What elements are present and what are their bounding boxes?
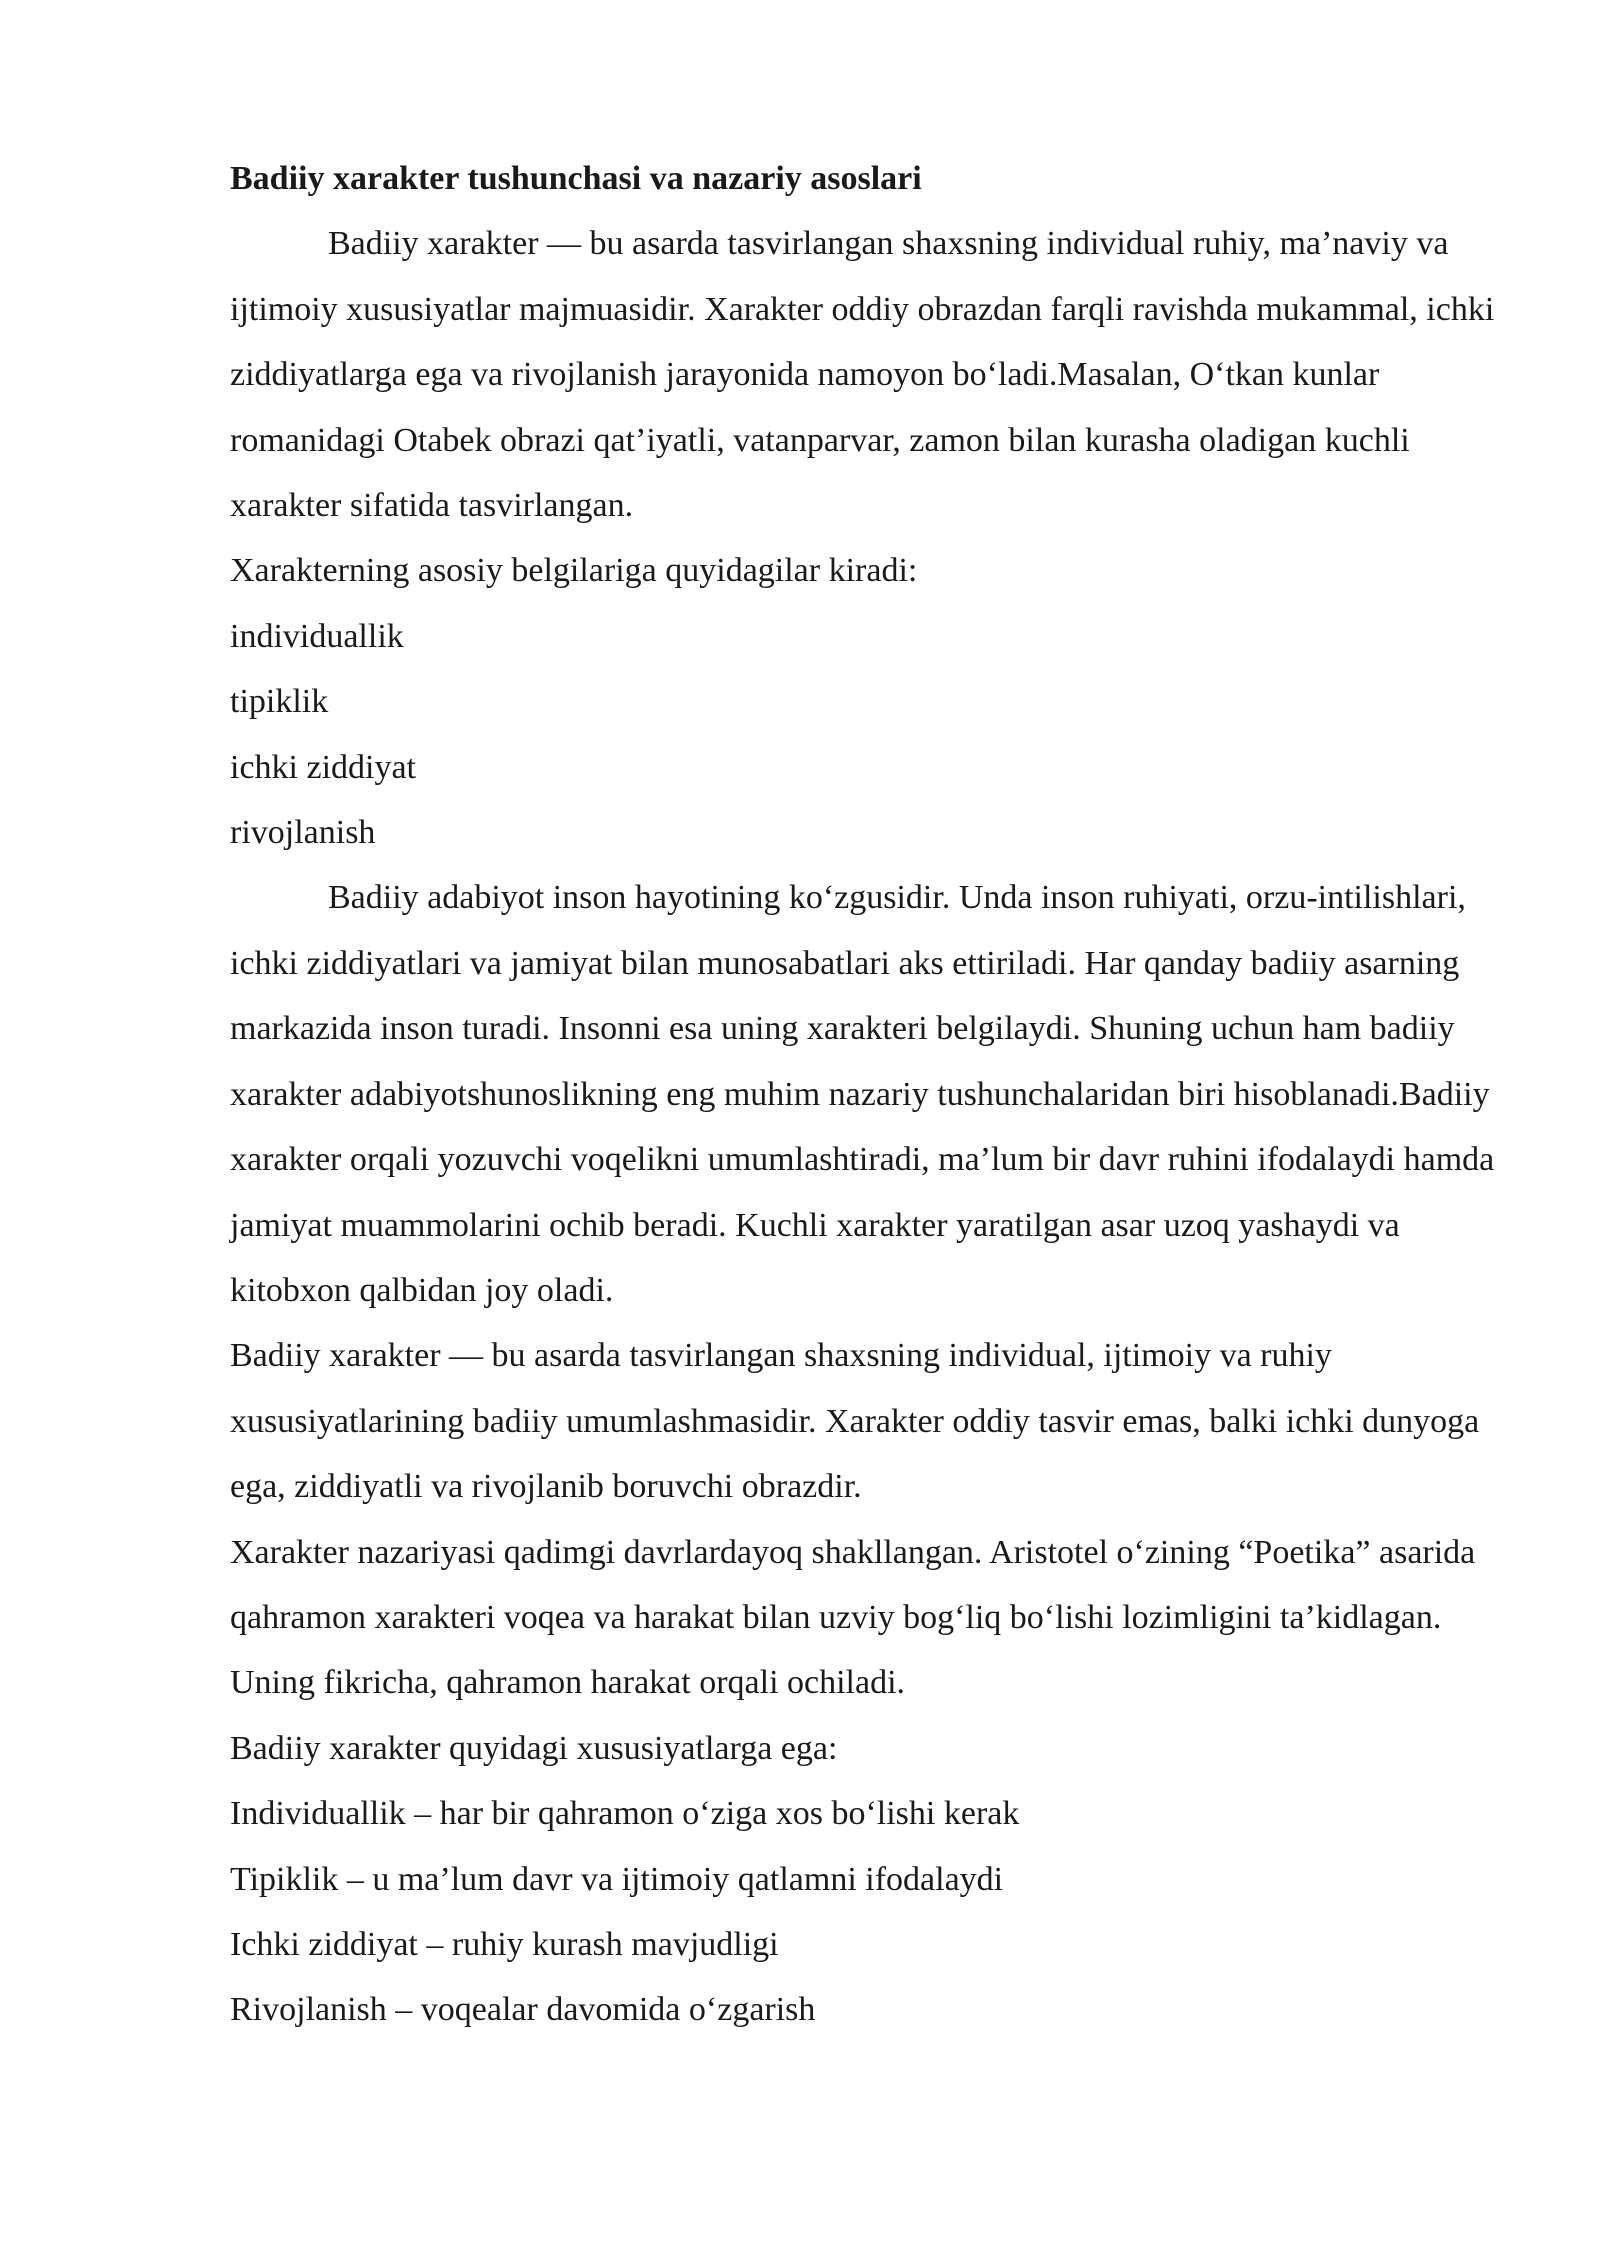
list-item: Ichki ziddiyat – ruhiy kurash mavjudligi bbox=[230, 1925, 779, 1963]
list-item: Rivojlanish – voqealar davomida o‘zgarish bbox=[230, 1991, 816, 2029]
paragraph-definition-2: Badiiy xarakter — bu asarda tasvirlangan shaxsning individual, ijtimoiy va ruhiy xususiyatlarining badiiy umumlashmasidir. Xarakter oddiy tasvir emas, balki ichki dunyoga ega, ziddiyatli va rivojlanib boruvchi obrazdir. bbox=[230, 1337, 1480, 1506]
document-title: Badiiy xarakter tushunchasi va nazariy asoslari bbox=[230, 160, 922, 197]
list-item: Tipiklik – u ma’lum davr va ijtimoiy qatlamni ifodalaydi bbox=[230, 1860, 1004, 1898]
document-body bbox=[230, 146, 1500, 2043]
list-item: ichki ziddiyat bbox=[230, 748, 417, 786]
paragraph-theory-history: Xarakter nazariyasi qadimgi davrlardayoq shakllangan. Aristotel o‘zining “Poetika” asarida qahramon xarakteri voqea va harakat bilan uzviy bog‘liq bo‘lishi lozimligini ta’kidlagan. Uning fikricha, qahramon harakat orqali ochiladi. bbox=[230, 1533, 1476, 1702]
paragraph-features-intro: Xarakterning asosiy belgilariga quyidagilar kiradi: bbox=[230, 552, 918, 590]
list-item: Individuallik – har bir qahramon o‘ziga xos bo‘lishi kerak bbox=[230, 1795, 1020, 1833]
paragraph-definition: Badiiy xarakter — bu asarda tasvirlangan shaxsning individual ruhiy, ma’naviy va ijtimoiy xususiyatlar majmuasidir. Xarakter oddiy obrazdan farqli ravishda mukammal, ichki ziddiyatlarga ega va rivojlanish jarayonida namoyon bo‘ladi.Masalan, O‘tkan kunlar romanidagi Otabek obrazi qat’iyatli, vatanparvar, zamon bilan kurasha oladigan kuchli xarakter sifatida tasvirlangan. bbox=[230, 225, 1495, 525]
list-item: individuallik bbox=[230, 617, 404, 655]
paragraph-literature-mirror: Badiiy adabiyot inson hayotining ko‘zgusidir. Unda inson ruhiyati, orzu-intilishlari, ichki ziddiyatlari va jamiyat bilan munosabatlari aks ettiriladi. Har qanday badiiy asarning markazida inson turadi. Insonni esa uning xarakteri belgilaydi. Shuning uchun ham badiiy xarakter adabiyotshunoslikning eng muhim nazariy tushunchalaridan biri hisoblanadi.Badiiy xarakter orqali yozuvchi voqelikni umumlashtiradi, ma’lum bir davr ruhini ifodalaydi hamda jamiyat muammolarini ochib beradi. Kuchli xarakter yaratilgan asar uzoq yashaydi va kitobxon qalbidan joy oladi. bbox=[230, 879, 1495, 1309]
list-item: tipiklik bbox=[230, 683, 329, 721]
list-item: rivojlanish bbox=[230, 814, 376, 852]
paragraph-properties-intro: Badiiy xarakter quyidagi xususiyatlarga ega: bbox=[230, 1729, 838, 1767]
